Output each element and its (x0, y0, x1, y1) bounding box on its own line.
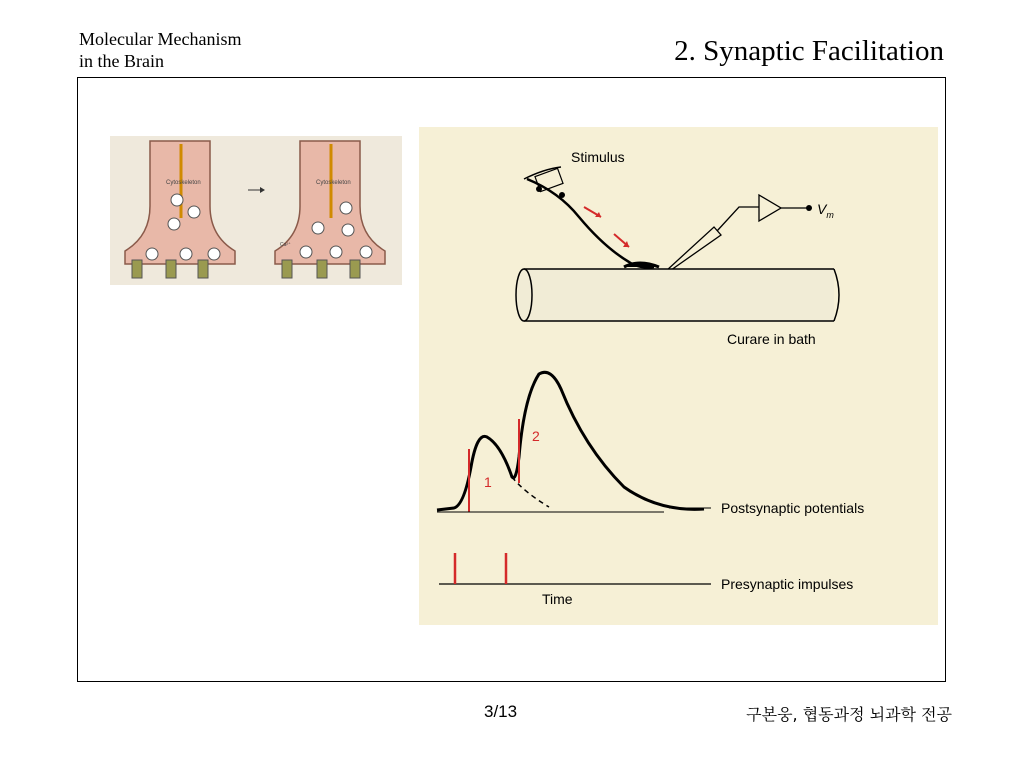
presynaptic-label: Presynaptic impulses (721, 576, 854, 592)
vesicle (208, 248, 220, 260)
cytoskeleton-label-left: Cytoskeleton (166, 180, 201, 186)
author-credit: 구본웅, 협동과정 뇌과학 전공 (746, 705, 952, 724)
nerve-terminal (624, 263, 659, 267)
muscle-fiber-end (516, 269, 532, 321)
vm-symbol: V (817, 201, 827, 217)
course-title-line1: Molecular Mechanism (79, 29, 242, 49)
vesicle (180, 248, 192, 260)
axon (527, 179, 654, 267)
vesicle (360, 246, 372, 258)
course-title (79, 28, 241, 72)
stimulus-electrode-dot (559, 192, 565, 198)
postsynaptic-label: Postsynaptic potentials (721, 500, 865, 516)
channel (198, 260, 208, 278)
stimulus-label: Stimulus (571, 149, 625, 165)
cytoskeleton-label-right: Cytoskeleton (316, 180, 351, 186)
channel (166, 260, 176, 278)
arrow-head-icon (260, 187, 265, 193)
channel (132, 260, 142, 278)
vesicle (312, 222, 324, 234)
vesicle-release-svg (110, 136, 402, 285)
output-terminal (806, 205, 812, 211)
vesicle (146, 248, 158, 260)
time-label: Time (542, 591, 573, 607)
channel (317, 260, 327, 278)
vm-label (817, 201, 834, 220)
vesicle (171, 194, 183, 206)
bath-label: Curare in bath (727, 331, 816, 347)
facilitation-svg (419, 127, 938, 625)
course-title-line2: in the Brain (79, 51, 164, 71)
page-number: 3/13 (484, 702, 518, 721)
vesicle (188, 206, 200, 218)
peak1-label: 1 (484, 474, 492, 490)
electrode-lead (717, 207, 759, 231)
vm-subscript: m (826, 210, 834, 220)
stimulus-electrode-dot (536, 186, 542, 192)
amplifier-icon (759, 195, 781, 221)
vesicle (330, 246, 342, 258)
vesicle (300, 246, 312, 258)
channel (350, 260, 360, 278)
peak2-label: 2 (532, 428, 540, 444)
postsynaptic-trace (437, 372, 704, 510)
decay-extrapolation (512, 477, 549, 507)
calcium-label: Ca²⁺ (280, 242, 291, 248)
channel (282, 260, 292, 278)
muscle-fiber-body (524, 269, 834, 321)
slide-title: 2. Synaptic Facilitation (674, 35, 944, 67)
vesicle (342, 224, 354, 236)
vesicle (168, 218, 180, 230)
vesicle-release-figure (110, 136, 402, 285)
facilitation-figure (419, 127, 938, 625)
muscle-fiber-end-right (834, 269, 839, 321)
vesicle (340, 202, 352, 214)
